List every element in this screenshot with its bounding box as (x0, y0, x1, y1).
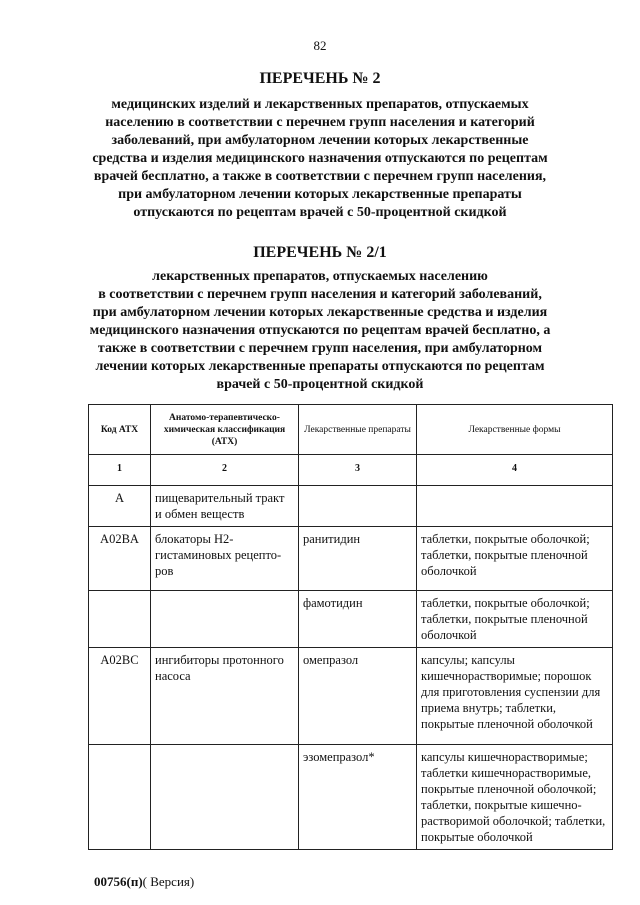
forms-cell: капсулы; капсулы кишечнорастворимые; порошок для приготовления суспензии для приема внутрь; таблетки, покрытые пленочной оболочкой (417, 648, 613, 745)
document-code: 00756(п) (94, 874, 143, 889)
atx-code-cell: A02BA (89, 527, 151, 591)
document-footer (94, 874, 194, 890)
drug-cell (299, 486, 417, 527)
forms-cell: таблетки, покрытые оболочкой; таблетки, покрытые пленочной оболочкой (417, 527, 613, 591)
forms-cell: таблетки, покрытые оболочкой; таблетки, покрытые пленочной оболочкой (417, 591, 613, 648)
document-version: ( Версия) (142, 874, 195, 889)
list-2-subtitle-line: средства и изделия медицинского назначения отпускаются по рецептам (92, 151, 548, 166)
list-2-1-subtitle-line: в соответствии с перечнем групп населения и категорий заболеваний, (98, 287, 542, 302)
column-number: 4 (417, 455, 613, 486)
atx-code-cell (89, 745, 151, 850)
classification-cell: пищеварительный тракт и обмен веществ (151, 486, 299, 527)
list-2-title: ПЕРЕЧЕНЬ № 2 (259, 70, 381, 87)
forms-cell (417, 486, 613, 527)
list-2-1-subtitle-line: медицинского назначения отпускаются по рецептам врачей бесплатно, а (89, 323, 551, 338)
list-2-subtitle-line: врачей бесплатно, а также в соответствии с перечнем групп населения, (93, 169, 547, 184)
table-row (89, 648, 613, 745)
table-row (89, 527, 613, 591)
list-2-subtitle (0, 96, 640, 222)
table-row (89, 486, 613, 527)
header-classification: Анатомо-терапевтическо-химическая классификация (АТХ) (151, 405, 299, 455)
list-2-subtitle-line: отпускаются по рецептам врачей с 50-процентной скидкой (133, 205, 507, 220)
atx-table (88, 404, 613, 850)
column-number: 2 (151, 455, 299, 486)
table-row (89, 591, 613, 648)
column-number: 1 (89, 455, 151, 486)
list-2-1-subtitle (0, 268, 640, 394)
list-2-subtitle-line: медицинских изделий и лекарственных препаратов, отпускаемых (111, 97, 529, 112)
list-2-1-title: ПЕРЕЧЕНЬ № 2/1 (253, 244, 387, 261)
header-code: Код АТХ (89, 405, 151, 455)
forms-cell: капсулы кишечнорастворимые; таблетки кишечнорастворимые, покрытые пленочной оболочкой; таблетки, покрытые кишечно-растворимой оболочкой; таблетки, покрытые оболочкой (417, 745, 613, 850)
classification-cell (151, 591, 299, 648)
page-number: 82 (313, 38, 327, 53)
atx-code-cell (89, 591, 151, 648)
drug-cell: омепразол (299, 648, 417, 745)
header-forms: Лекарственные формы (417, 405, 613, 455)
classification-cell (151, 745, 299, 850)
table-header-row (89, 405, 613, 455)
list-2-1-subtitle-line: врачей с 50-процентной скидкой (216, 377, 424, 392)
column-number: 3 (299, 455, 417, 486)
atx-code-cell: A02BC (89, 648, 151, 745)
list-2-1-subtitle-line: при амбулаторном лечении которых лекарственные средства и изделия (92, 305, 548, 320)
column-number-row (89, 455, 613, 486)
list-2-1-subtitle-line: лекарственных препаратов, отпускаемых населению (152, 269, 488, 284)
list-2-subtitle-line: населению в соответствии с перечнем групп населения и категорий (105, 115, 535, 130)
drug-cell: ранитидин (299, 527, 417, 591)
list-2-subtitle-line: заболеваний, при амбулаторном лечении которых лекарственные (111, 133, 529, 148)
header-drugs: Лекарственные препараты (299, 405, 417, 455)
classification-cell: блокаторы H2-гистаминовых рецепто-ров (151, 527, 299, 591)
drug-cell: фамотидин (299, 591, 417, 648)
drug-cell: эзомепразол* (299, 745, 417, 850)
list-2-1-subtitle-line: лечении которых лекарственные препараты отпускаются по рецептам (95, 359, 545, 374)
table-row (89, 745, 613, 850)
list-2-1-subtitle-line: также в соответствии с перечнем групп населения, при амбулаторном (97, 341, 543, 356)
classification-cell: ингибиторы протонного насоса (151, 648, 299, 745)
list-2-subtitle-line: при амбулаторном лечении которых лекарственные препараты (118, 187, 522, 202)
atx-code-cell: А (89, 486, 151, 527)
